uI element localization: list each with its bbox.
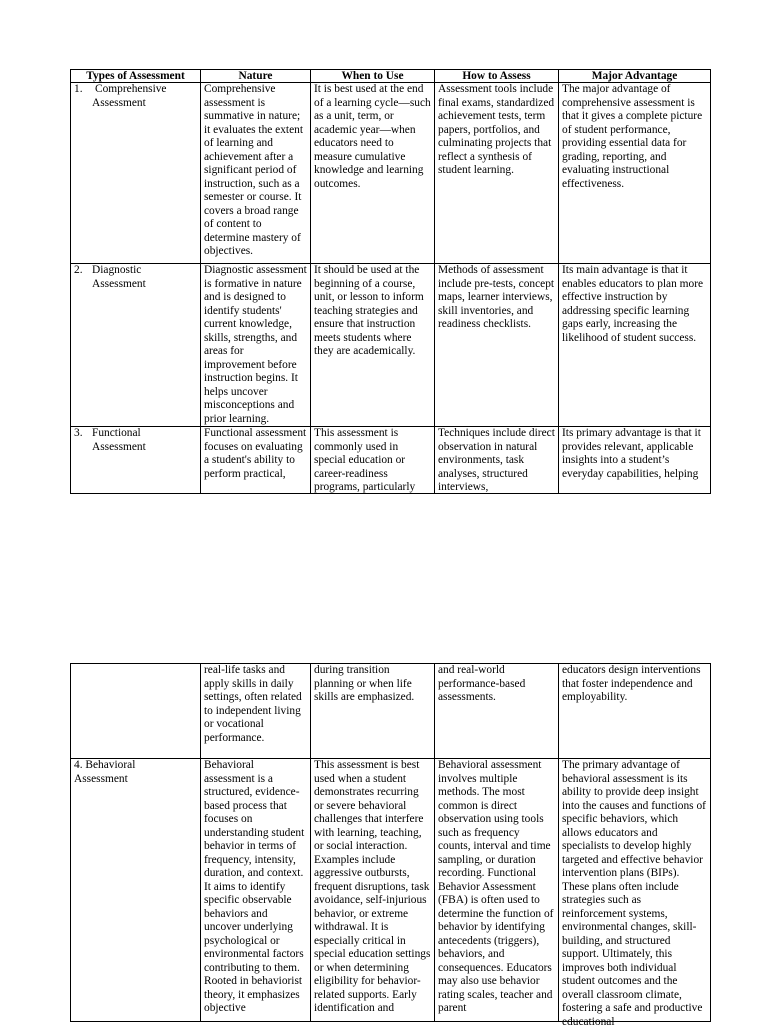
major-advantage-cell — [559, 759, 711, 1028]
nature-cell — [201, 427, 311, 494]
row-number: 2. — [74, 264, 83, 276]
how-to-assess-text: Techniques include direct observation in natural environments, task analyses, structured interviews, — [438, 427, 555, 493]
how-to-assess-cell — [435, 427, 559, 494]
nature-text: Behavioral assessment is a structured, evidence-based process that focuses on understanding student behavior in terms of frequency, intensity, duration, and context. It aims to identify specific observable behaviors and uncover underlying psychological or environmental factors contributing to them. Rooted in behaviorist theory, it emphasizes objective — [204, 759, 305, 1014]
type-name-line2: Assessment — [92, 277, 146, 290]
major-advantage-cell: Its main advantage is that it enables educators to plan more effective instruction by addressing specific learning gaps early, increasing the likelihood of student success. — [559, 264, 711, 427]
type-cell — [71, 664, 201, 759]
table-row — [71, 759, 711, 1022]
row-number: 1. — [74, 83, 83, 95]
type-name: 4. Behavioral Assessment — [74, 759, 136, 785]
when-to-use-text: This assessment is commonly used in special education or career-readiness programs, particularly — [314, 427, 416, 493]
nature-text: Functional assessment focuses on evaluating a student's ability to perform practical, — [204, 427, 307, 480]
type-name-line1: Functional — [92, 427, 141, 439]
row-number: 3. — [74, 427, 83, 439]
how-to-assess-cell: Methods of assessment include pre-tests, concept maps, learner interviews, skill inventories, and readiness checklists. — [435, 264, 559, 427]
when-to-use-text: This assessment is best used when a student demonstrates recurring or severe behavioral challenges that interfere with learning, teaching, or social interaction. Examples include aggressive outbursts, frequent disruptions, task avoidance, self-injurious behavior, or extreme withdrawal. It is especially critical in special education settings or when determining eligibility for behavior-related supports. Early identification and — [314, 759, 431, 1014]
major-advantage-text: Its primary advantage is that it provides relevant, applicable insights into a student’s everyday capabilities, helping — [562, 427, 701, 480]
type-cell — [71, 427, 201, 494]
table-row — [71, 427, 711, 494]
major-advantage-cell — [559, 427, 711, 494]
type-name-line2: Assessment — [92, 440, 146, 453]
how-to-assess-cell: Assessment tools include final exams, standardized achievement tests, term papers, portfolios, and culminating projects that reflect a synthesis of student learning. — [435, 83, 559, 264]
assessment-table-part-1 — [70, 69, 711, 494]
type-cell — [71, 83, 201, 264]
table-row-continued — [71, 664, 711, 759]
nature-cell: Comprehensive assessment is summative in nature; it evaluates the extent of learning and achievement after a significant period of instruction, such as a semester or course. It covers a broad range of content to determine mastery of objectives. — [201, 83, 311, 264]
table-header-row — [71, 70, 711, 83]
major-advantage-cell: educators design interventions that foster independence and employability. — [559, 664, 711, 759]
how-to-assess-text: Behavioral assessment involves multiple methods. The most common is direct observation using tools such as frequency counts, interval and time sampling, or duration recording. Functional Behavior Assessment (FBA) is often used to determine the function of behavior by identifying antecedents (triggers), behaviors, and consequences. Educators may also use behavior rating scales, teacher and parent — [438, 759, 554, 1014]
how-to-assess-cell: and real-world performance-based assessments. — [435, 664, 559, 759]
nature-cell: real-life tasks and apply skills in daily settings, often related to independent living or vocational performance. — [201, 664, 311, 759]
major-advantage-cell: The major advantage of comprehensive assessment is that it gives a complete picture of student performance, providing essential data for grading, reporting, and evaluating instructional effectiveness. — [559, 83, 711, 264]
when-to-use-cell — [311, 427, 435, 494]
header-nature: Nature — [201, 70, 311, 83]
when-to-use-cell: It should be used at the beginning of a course, unit, or lesson to inform teaching strategies and ensure that instruction meets students where they are academically. — [311, 264, 435, 427]
table-row — [71, 264, 711, 427]
major-advantage-text: The primary advantage of behavioral assessment is its ability to provide deep insight into the causes and functions of specific behaviors, which allows educators and specialists to develop highly targeted and effective behavior intervention plans (BIPs). These plans often include strategies such as reinforcement systems, environmental changes, skill-building, and structured support. Ultimately, this improves both individual student outcomes and the overall classroom climate, fostering a safe and productive educational — [562, 759, 706, 1028]
table-row — [71, 83, 711, 264]
header-major-advantage: Major Advantage — [559, 70, 711, 83]
type-name-line1: Comprehensive — [95, 83, 167, 95]
header-types-of-assessment: Types of Assessment — [71, 70, 201, 83]
type-name-line1: Diagnostic — [92, 264, 142, 276]
when-to-use-cell: during transition planning or when life skills are emphasized. — [311, 664, 435, 759]
how-to-assess-cell — [435, 759, 559, 1022]
type-name-line2: Assessment — [92, 96, 146, 109]
header-how-to-assess: How to Assess — [435, 70, 559, 83]
assessment-table-part-2 — [70, 663, 711, 1028]
type-cell — [71, 759, 201, 1022]
nature-cell — [201, 759, 311, 1022]
when-to-use-cell — [311, 759, 435, 1022]
when-to-use-cell: It is best used at the end of a learning cycle—such as a unit, term, or academic year—when educators need to measure cumulative knowledge and learning outcomes. — [311, 83, 435, 264]
nature-cell: Diagnostic assessment is formative in nature and is designed to identify students' current knowledge, skills, strengths, and areas for improvement before instruction begins. It helps uncover misconceptions and prior learning. — [201, 264, 311, 427]
type-cell — [71, 264, 201, 427]
header-when-to-use: When to Use — [311, 70, 435, 83]
